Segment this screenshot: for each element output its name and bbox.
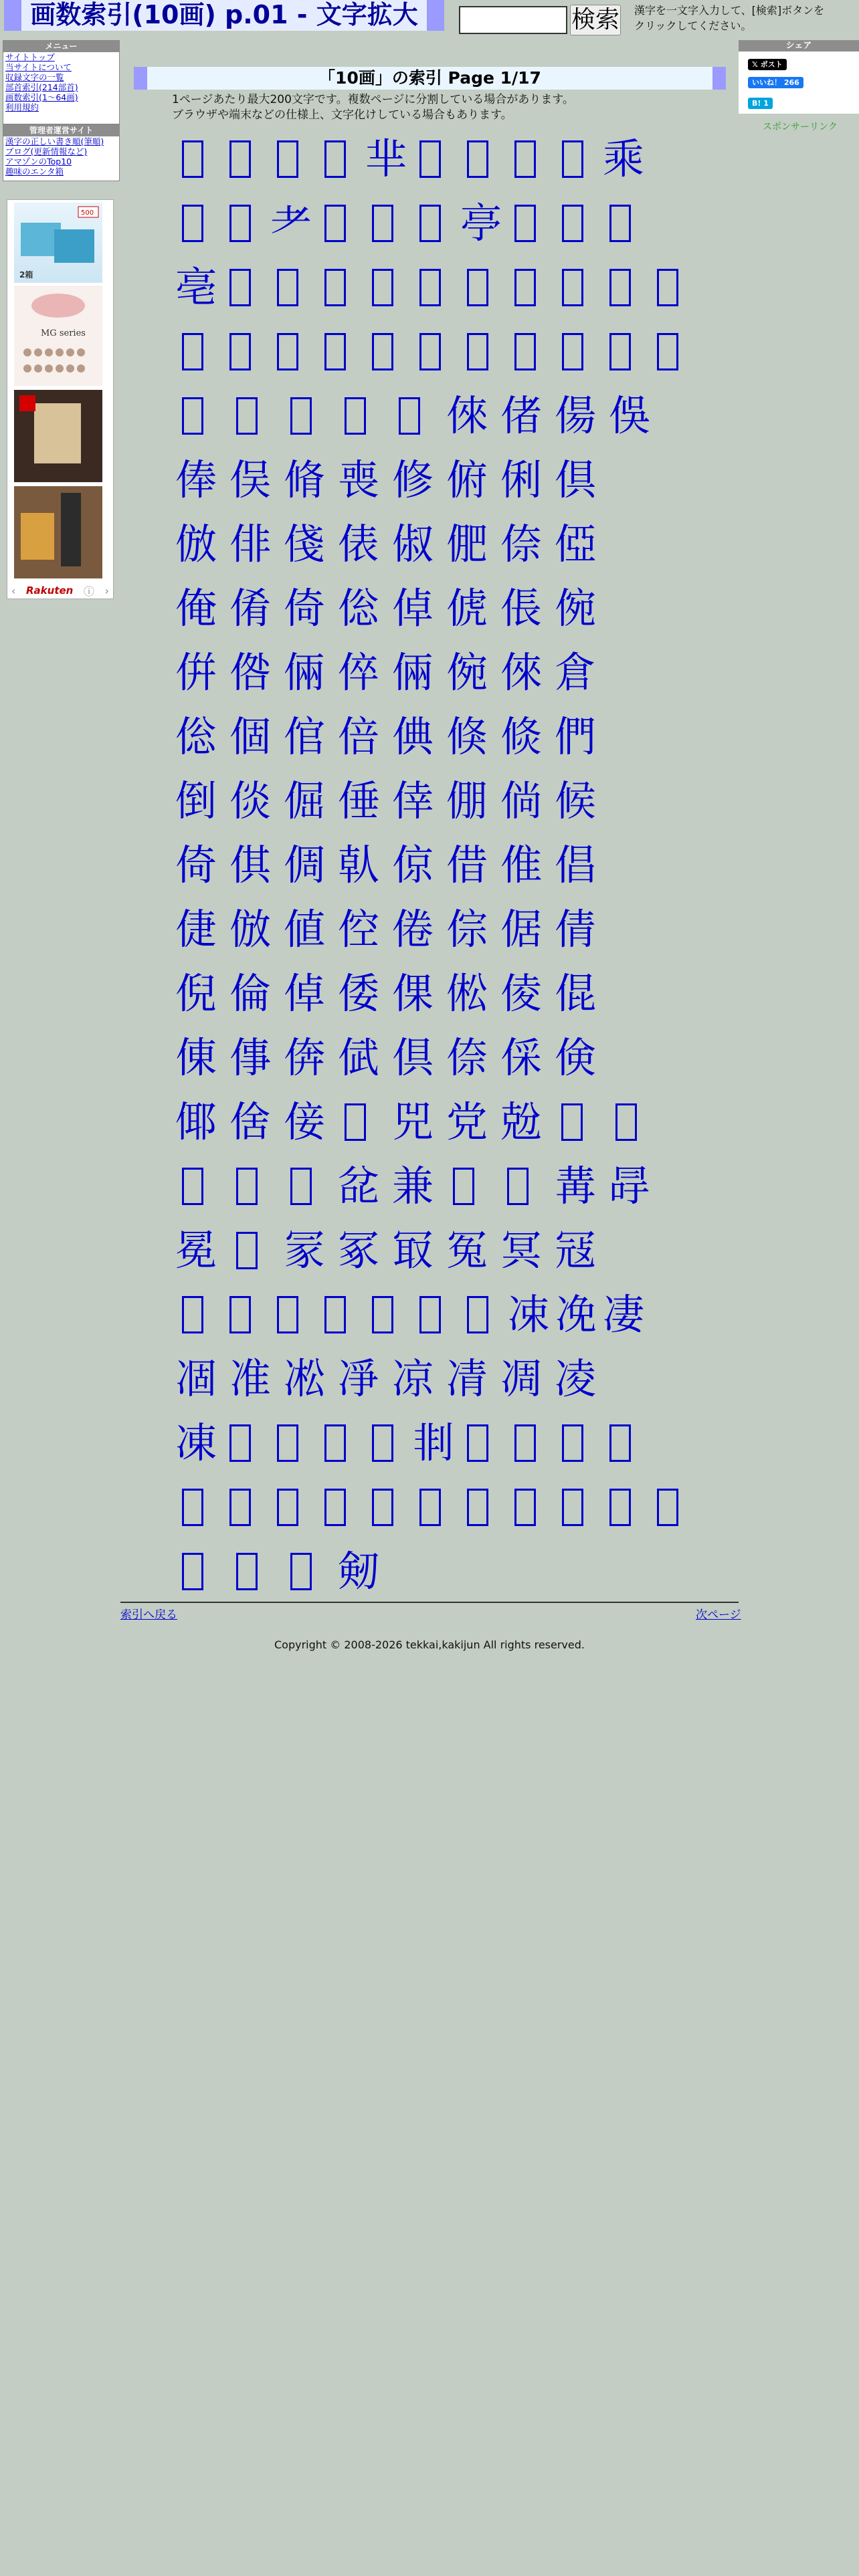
kanji-link[interactable]: 俶: [391, 520, 434, 568]
kanji-link[interactable]: [345, 397, 366, 435]
kanji-link[interactable]: 倏: [446, 712, 488, 761]
kanji-link[interactable]: 倳: [229, 1033, 271, 1082]
kanji-link[interactable]: 倱: [554, 969, 596, 1018]
kanji-link[interactable]: 倥: [337, 905, 379, 954]
kanji-link[interactable]: [372, 333, 393, 370]
kanji-link[interactable]: [467, 1489, 488, 1526]
kanji-link[interactable]: 倘: [500, 776, 542, 825]
menu-link-list[interactable]: 収録文字の一覧: [5, 72, 64, 82]
kanji-link[interactable]: 冣: [391, 1226, 434, 1275]
kanji-link[interactable]: 俺: [175, 584, 217, 633]
kanji-link[interactable]: 兝: [500, 1097, 542, 1146]
kanji-link[interactable]: 凊: [446, 1354, 488, 1403]
kanji-link[interactable]: [324, 333, 346, 370]
kanji-link[interactable]: 倚: [283, 584, 325, 633]
kanji-link[interactable]: [419, 205, 441, 242]
kanji-link[interactable]: [507, 1168, 529, 1205]
kanji-link[interactable]: 倚: [175, 841, 217, 889]
kanji-link[interactable]: 冦: [554, 1226, 596, 1275]
kanji-link[interactable]: 倠: [500, 841, 542, 889]
kanji-link[interactable]: 倵: [337, 1033, 379, 1082]
kanji-link[interactable]: 倒: [175, 776, 217, 825]
divider: [120, 1602, 739, 1603]
kanji-link[interactable]: [290, 397, 312, 435]
kanji-link[interactable]: [372, 1424, 393, 1462]
kanji-link[interactable]: 倆: [283, 648, 325, 697]
kanji-link[interactable]: 倗: [446, 776, 488, 825]
share-box: [739, 40, 859, 114]
kanji-link[interactable]: [562, 1489, 583, 1526]
kanji-link[interactable]: 値: [283, 905, 325, 954]
ad-image-sake[interactable]: [14, 486, 102, 578]
kanji-link[interactable]: 倓: [229, 776, 271, 825]
kanji-link[interactable]: 倸: [500, 1033, 542, 1082]
kanji-link[interactable]: 俵: [337, 520, 379, 568]
kanji-link[interactable]: 凉: [391, 1354, 434, 1403]
kanji-link[interactable]: 准: [229, 1354, 271, 1403]
kanji-link[interactable]: 倩: [554, 905, 596, 954]
kanji-link[interactable]: [562, 205, 583, 242]
kanji-link[interactable]: 倕: [337, 776, 379, 825]
kanji-link[interactable]: 脩: [283, 455, 325, 504]
menu-link-radical[interactable]: 部首索引(214部首): [5, 82, 78, 92]
kanji-link[interactable]: 偖: [500, 391, 542, 440]
kanji-link[interactable]: 冔: [608, 1162, 650, 1210]
ad-price-text: 500: [81, 209, 94, 217]
kanji-link[interactable]: 兕: [391, 1097, 434, 1146]
kanji-link[interactable]: 凍: [175, 1418, 217, 1467]
kanji-link[interactable]: [236, 1553, 258, 1590]
chevron-left-icon[interactable]: ‹: [11, 584, 16, 597]
sister-sites-box: [3, 124, 120, 181]
kanji-link[interactable]: [372, 269, 393, 306]
note-line: ブラウザや端末などの仕様上、文字化けしている場合もあります。: [172, 108, 512, 122]
kanji-link[interactable]: 冥: [500, 1226, 542, 1275]
kanji-link[interactable]: 倌: [283, 712, 325, 761]
kanji-link[interactable]: 俯: [446, 455, 488, 504]
search-button[interactable]: 検索: [570, 5, 621, 35]
kanji-link[interactable]: 修: [391, 455, 434, 504]
kanji-link[interactable]: [514, 333, 536, 370]
kanji-link[interactable]: [657, 269, 678, 306]
kanji-link[interactable]: [229, 140, 251, 178]
kanji-link[interactable]: 倧: [446, 905, 488, 954]
kanji-link[interactable]: [236, 1232, 258, 1269]
kanji-link[interactable]: 凋: [500, 1354, 542, 1403]
kanji-link[interactable]: 亭: [460, 199, 502, 247]
kanji-link[interactable]: 倡: [554, 841, 596, 889]
kanji-link[interactable]: [290, 1168, 312, 1205]
kanji-link[interactable]: 倷: [446, 1033, 488, 1082]
kanji-link[interactable]: [609, 333, 631, 370]
kanji-link[interactable]: [345, 1103, 366, 1141]
menu-link-stroke[interactable]: 画数索引(1～64画): [5, 92, 78, 102]
kanji-link[interactable]: 倪: [175, 969, 217, 1018]
x-logo-icon: 𝕏: [752, 60, 761, 69]
kanji-link[interactable]: 凌: [554, 1354, 596, 1403]
kanji-link[interactable]: 倇: [554, 584, 596, 633]
kanji-link[interactable]: [419, 333, 441, 370]
kanji-link[interactable]: [562, 269, 583, 306]
kanji-link[interactable]: [182, 397, 203, 435]
kanji-link[interactable]: 乘: [602, 134, 644, 183]
kanji-link[interactable]: 倬: [391, 584, 434, 633]
kanji-link[interactable]: [182, 205, 203, 242]
kanji-link[interactable]: [324, 1296, 346, 1333]
sister-link-amazon[interactable]: アマゾンのTop10: [5, 156, 72, 167]
kanji-link[interactable]: 倊: [175, 712, 217, 761]
menu-box: [3, 40, 120, 124]
kanji-link[interactable]: 凄: [602, 1290, 644, 1339]
kanji-link[interactable]: [562, 1424, 583, 1462]
kanji-link[interactable]: [182, 140, 203, 178]
kanji-link[interactable]: [514, 1424, 536, 1462]
kanji-link[interactable]: [562, 140, 583, 178]
kanji-link[interactable]: 亳: [175, 263, 217, 312]
ad-banner[interactable]: [7, 199, 114, 599]
kanji-link[interactable]: 凁: [507, 1290, 549, 1339]
kanji-link[interactable]: 俳: [229, 520, 271, 568]
kanji-link[interactable]: 偒: [554, 391, 596, 440]
kanji-link[interactable]: 倯: [446, 969, 488, 1018]
kanji-link[interactable]: [277, 1424, 298, 1462]
kanji-link[interactable]: [229, 1424, 251, 1462]
kanji-link[interactable]: [324, 1424, 346, 1462]
kanji-link[interactable]: 倄: [229, 584, 271, 633]
search-hint: 漢字を一文字入力して、[検索]ボタンをクリックしてください。: [634, 4, 825, 32]
kanji-link[interactable]: 倃: [229, 648, 271, 697]
kanji-link[interactable]: 倿: [283, 1097, 325, 1146]
kanji-link[interactable]: 倦: [391, 905, 434, 954]
kanji-link[interactable]: 倞: [391, 841, 434, 889]
kanji-link[interactable]: 倰: [500, 969, 542, 1018]
facebook-like-button[interactable]: いいね！ 266: [748, 77, 803, 88]
kanji-link[interactable]: 倀: [500, 584, 542, 633]
share-title: シェア: [739, 40, 859, 51]
sister-link-enta[interactable]: 趣味のエンタ箱: [5, 167, 64, 177]
x-post-label: ポスト: [760, 60, 783, 69]
kanji-link[interactable]: [182, 1489, 203, 1526]
kanji-link[interactable]: [277, 333, 298, 370]
kanji-link[interactable]: 倈: [446, 391, 488, 440]
kanji-link[interactable]: [467, 269, 488, 306]
kanji-link[interactable]: [372, 1489, 393, 1526]
kanji-link[interactable]: 俴: [283, 520, 325, 568]
kanji-link[interactable]: [229, 333, 251, 370]
kanji-link[interactable]: 俿: [446, 584, 488, 633]
kanji-link[interactable]: [324, 269, 346, 306]
x-post-button[interactable]: [748, 59, 787, 70]
ad-image-cosmetics[interactable]: [14, 286, 102, 386]
kanji-link[interactable]: 凇: [283, 1354, 325, 1403]
sake-bottle-icon: [14, 486, 102, 578]
kanji-link[interactable]: [290, 1553, 312, 1590]
menu-title: メニュー: [3, 41, 119, 52]
next-page-link[interactable]: 次ページ: [696, 1608, 741, 1622]
kanji-link[interactable]: [277, 269, 298, 306]
kanji-link[interactable]: [229, 269, 251, 306]
kanji-link[interactable]: 倹: [554, 1033, 596, 1082]
kanji-link[interactable]: [467, 1296, 488, 1333]
kanji-link[interactable]: 芈: [365, 134, 407, 183]
kanji-link[interactable]: 冓: [554, 1162, 596, 1210]
kanji-link[interactable]: 冡: [283, 1226, 325, 1275]
kanji-link[interactable]: 倷: [500, 520, 542, 568]
kanji-link[interactable]: 兼: [391, 1162, 434, 1210]
kanji-link[interactable]: 耂: [270, 199, 312, 247]
kanji-link[interactable]: [277, 140, 298, 178]
kanji-link[interactable]: 倊: [337, 584, 379, 633]
menu-link-top[interactable]: サイトトップ: [5, 52, 55, 62]
sister-title: 管理者運営サイト: [3, 125, 119, 136]
ad-image-contact-lens[interactable]: [14, 203, 102, 283]
kanji-link[interactable]: 凂: [555, 1290, 597, 1339]
kanji-link[interactable]: [182, 1296, 203, 1333]
kanji-link[interactable]: 們: [554, 712, 596, 761]
kanji-link[interactable]: [372, 205, 393, 242]
kanji-link[interactable]: 凈: [337, 1354, 379, 1403]
kanji-link[interactable]: 倂: [175, 648, 217, 697]
kanji-link[interactable]: 倜: [283, 841, 325, 889]
kanji-link[interactable]: 倨: [500, 905, 542, 954]
info-icon[interactable]: ⓘ: [83, 584, 94, 598]
sister-link-blog[interactable]: ブログ(更新情報など): [5, 146, 88, 156]
menu-link-about[interactable]: 当サイトについて: [5, 62, 72, 72]
kanji-link[interactable]: 党: [446, 1097, 488, 1146]
ad-box-count: 2箱: [19, 270, 33, 280]
kanji-link[interactable]: [562, 333, 583, 370]
kanji-link[interactable]: [514, 269, 536, 306]
kanji-link[interactable]: 冕: [175, 1226, 217, 1275]
kanji-link[interactable]: 凅: [175, 1354, 217, 1403]
kanji-link[interactable]: [419, 1296, 441, 1333]
kanji-link[interactable]: 剕: [412, 1418, 454, 1467]
kanji-link[interactable]: 倆: [391, 648, 434, 697]
kanji-link[interactable]: 候: [554, 776, 596, 825]
kanji-link[interactable]: [182, 1168, 203, 1205]
kanji-link[interactable]: [324, 205, 346, 242]
kanji-link[interactable]: 倶: [391, 1033, 434, 1082]
sponsor-label: スポンサーリンク: [763, 122, 838, 132]
notes: [172, 92, 574, 123]
kanji-link[interactable]: 個: [229, 712, 271, 761]
kanji-link[interactable]: 倖: [391, 776, 434, 825]
kanji-link[interactable]: 倅: [337, 648, 379, 697]
kanji-link[interactable]: [324, 140, 346, 178]
kanji-link[interactable]: [514, 205, 536, 242]
kanji-link[interactable]: 倮: [391, 969, 434, 1018]
kanji-link[interactable]: 俐: [500, 455, 542, 504]
kanji-link[interactable]: [419, 1489, 441, 1526]
kanji-link[interactable]: 冢: [337, 1226, 379, 1275]
kanji-link[interactable]: [277, 1489, 298, 1526]
kanji-link[interactable]: [514, 1489, 536, 1526]
search-input[interactable]: [459, 6, 567, 34]
kanji-link[interactable]: 兺: [337, 1162, 379, 1210]
kanji-link[interactable]: [453, 1168, 474, 1205]
kanji-link[interactable]: [399, 397, 420, 435]
kanji-link[interactable]: 俁: [608, 391, 650, 440]
kanji-link[interactable]: [229, 1296, 251, 1333]
kanji-link[interactable]: 倫: [229, 969, 271, 1018]
kanji-link[interactable]: 倴: [283, 1033, 325, 1082]
kanji-link[interactable]: [229, 205, 251, 242]
kanji-link[interactable]: [467, 333, 488, 370]
ad-footer: [7, 582, 113, 599]
chevron-right-icon[interactable]: ›: [104, 584, 109, 597]
kanji-link[interactable]: 借: [446, 841, 488, 889]
kanji-link[interactable]: 倛: [229, 841, 271, 889]
kanji-grid: [174, 127, 723, 1598]
kanji-link[interactable]: 俷: [446, 520, 488, 568]
kanji-link[interactable]: [514, 140, 536, 178]
kanji-link[interactable]: 倽: [229, 1097, 271, 1146]
kanji-link[interactable]: 冤: [446, 1226, 488, 1275]
food-package-icon: [14, 390, 102, 482]
kanji-link[interactable]: [182, 1553, 203, 1590]
kanji-link[interactable]: [609, 269, 631, 306]
kanji-link[interactable]: [419, 140, 441, 178]
cosmetics-icon: [14, 286, 102, 386]
kanji-link[interactable]: 倎: [391, 712, 434, 761]
kanji-link[interactable]: [229, 1489, 251, 1526]
sister-link-kakijun[interactable]: 漢字の正しい書き順(筆順): [5, 136, 104, 146]
kanji-link[interactable]: [236, 1168, 258, 1205]
kanji-link[interactable]: [657, 1489, 678, 1526]
kanji-link[interactable]: [609, 205, 631, 242]
kanji-link[interactable]: 倲: [175, 1033, 217, 1082]
kanji-link[interactable]: 倔: [283, 776, 325, 825]
kanji-link[interactable]: 俹: [554, 520, 596, 568]
kanji-link[interactable]: 倢: [175, 905, 217, 954]
kanji-link[interactable]: 倉: [554, 648, 596, 697]
kanji-link[interactable]: [419, 269, 441, 306]
kanji-link[interactable]: [609, 1489, 631, 1526]
ad-series-text: MG series: [41, 328, 86, 338]
kanji-link[interactable]: [324, 1489, 346, 1526]
kanji-link[interactable]: [182, 333, 203, 370]
kanji-link[interactable]: 倣: [229, 905, 271, 954]
kanji-link[interactable]: 倍: [337, 712, 379, 761]
kanji-link[interactable]: [609, 1424, 631, 1462]
ad-image-food[interactable]: [14, 390, 102, 482]
kanji-link[interactable]: [236, 397, 258, 435]
kanji-link[interactable]: 倣: [175, 520, 217, 568]
kanji-link[interactable]: 倬: [283, 969, 325, 1018]
kanji-link[interactable]: 倝: [337, 841, 379, 889]
kanji-link[interactable]: 喪: [337, 455, 379, 504]
ad-brand-logo: Rakuten: [26, 584, 74, 597]
menu-link-terms[interactable]: 利用規約: [5, 102, 39, 112]
kanji-link[interactable]: [277, 1296, 298, 1333]
kanji-link[interactable]: [615, 1103, 637, 1141]
kanji-link[interactable]: 剱: [337, 1547, 379, 1596]
kanji-link[interactable]: 倈: [500, 648, 542, 697]
kanji-link[interactable]: 倐: [500, 712, 542, 761]
kanji-link[interactable]: 倻: [175, 1097, 217, 1146]
kanji-link[interactable]: 俸: [175, 455, 217, 504]
lens-box-icon: [14, 203, 102, 283]
kanji-link[interactable]: [467, 140, 488, 178]
kanji-link[interactable]: [467, 1424, 488, 1462]
hatena-bookmark-button[interactable]: B! 1: [748, 98, 773, 109]
page-title: 画数索引(10画) p.01 - 文字拡大: [4, 0, 444, 31]
copyright: Copyright © 2008-2026 tekkai,kakijun All rights reserved.: [274, 1638, 585, 1651]
kanji-link[interactable]: [657, 333, 678, 370]
index-heading: 「10画」の索引 Page 1/17: [134, 67, 726, 90]
kanji-link[interactable]: [561, 1103, 583, 1141]
kanji-link[interactable]: 倇: [446, 648, 488, 697]
kanji-link[interactable]: [372, 1296, 393, 1333]
kanji-link[interactable]: 俣: [229, 455, 271, 504]
kanji-link[interactable]: 倭: [337, 969, 379, 1018]
back-to-index-link[interactable]: 索引へ戻る: [120, 1608, 177, 1622]
note-line: 1ページあたり最大200文字です。複数ページに分割している場合があります。: [172, 93, 574, 106]
kanji-link[interactable]: 倶: [554, 455, 596, 504]
